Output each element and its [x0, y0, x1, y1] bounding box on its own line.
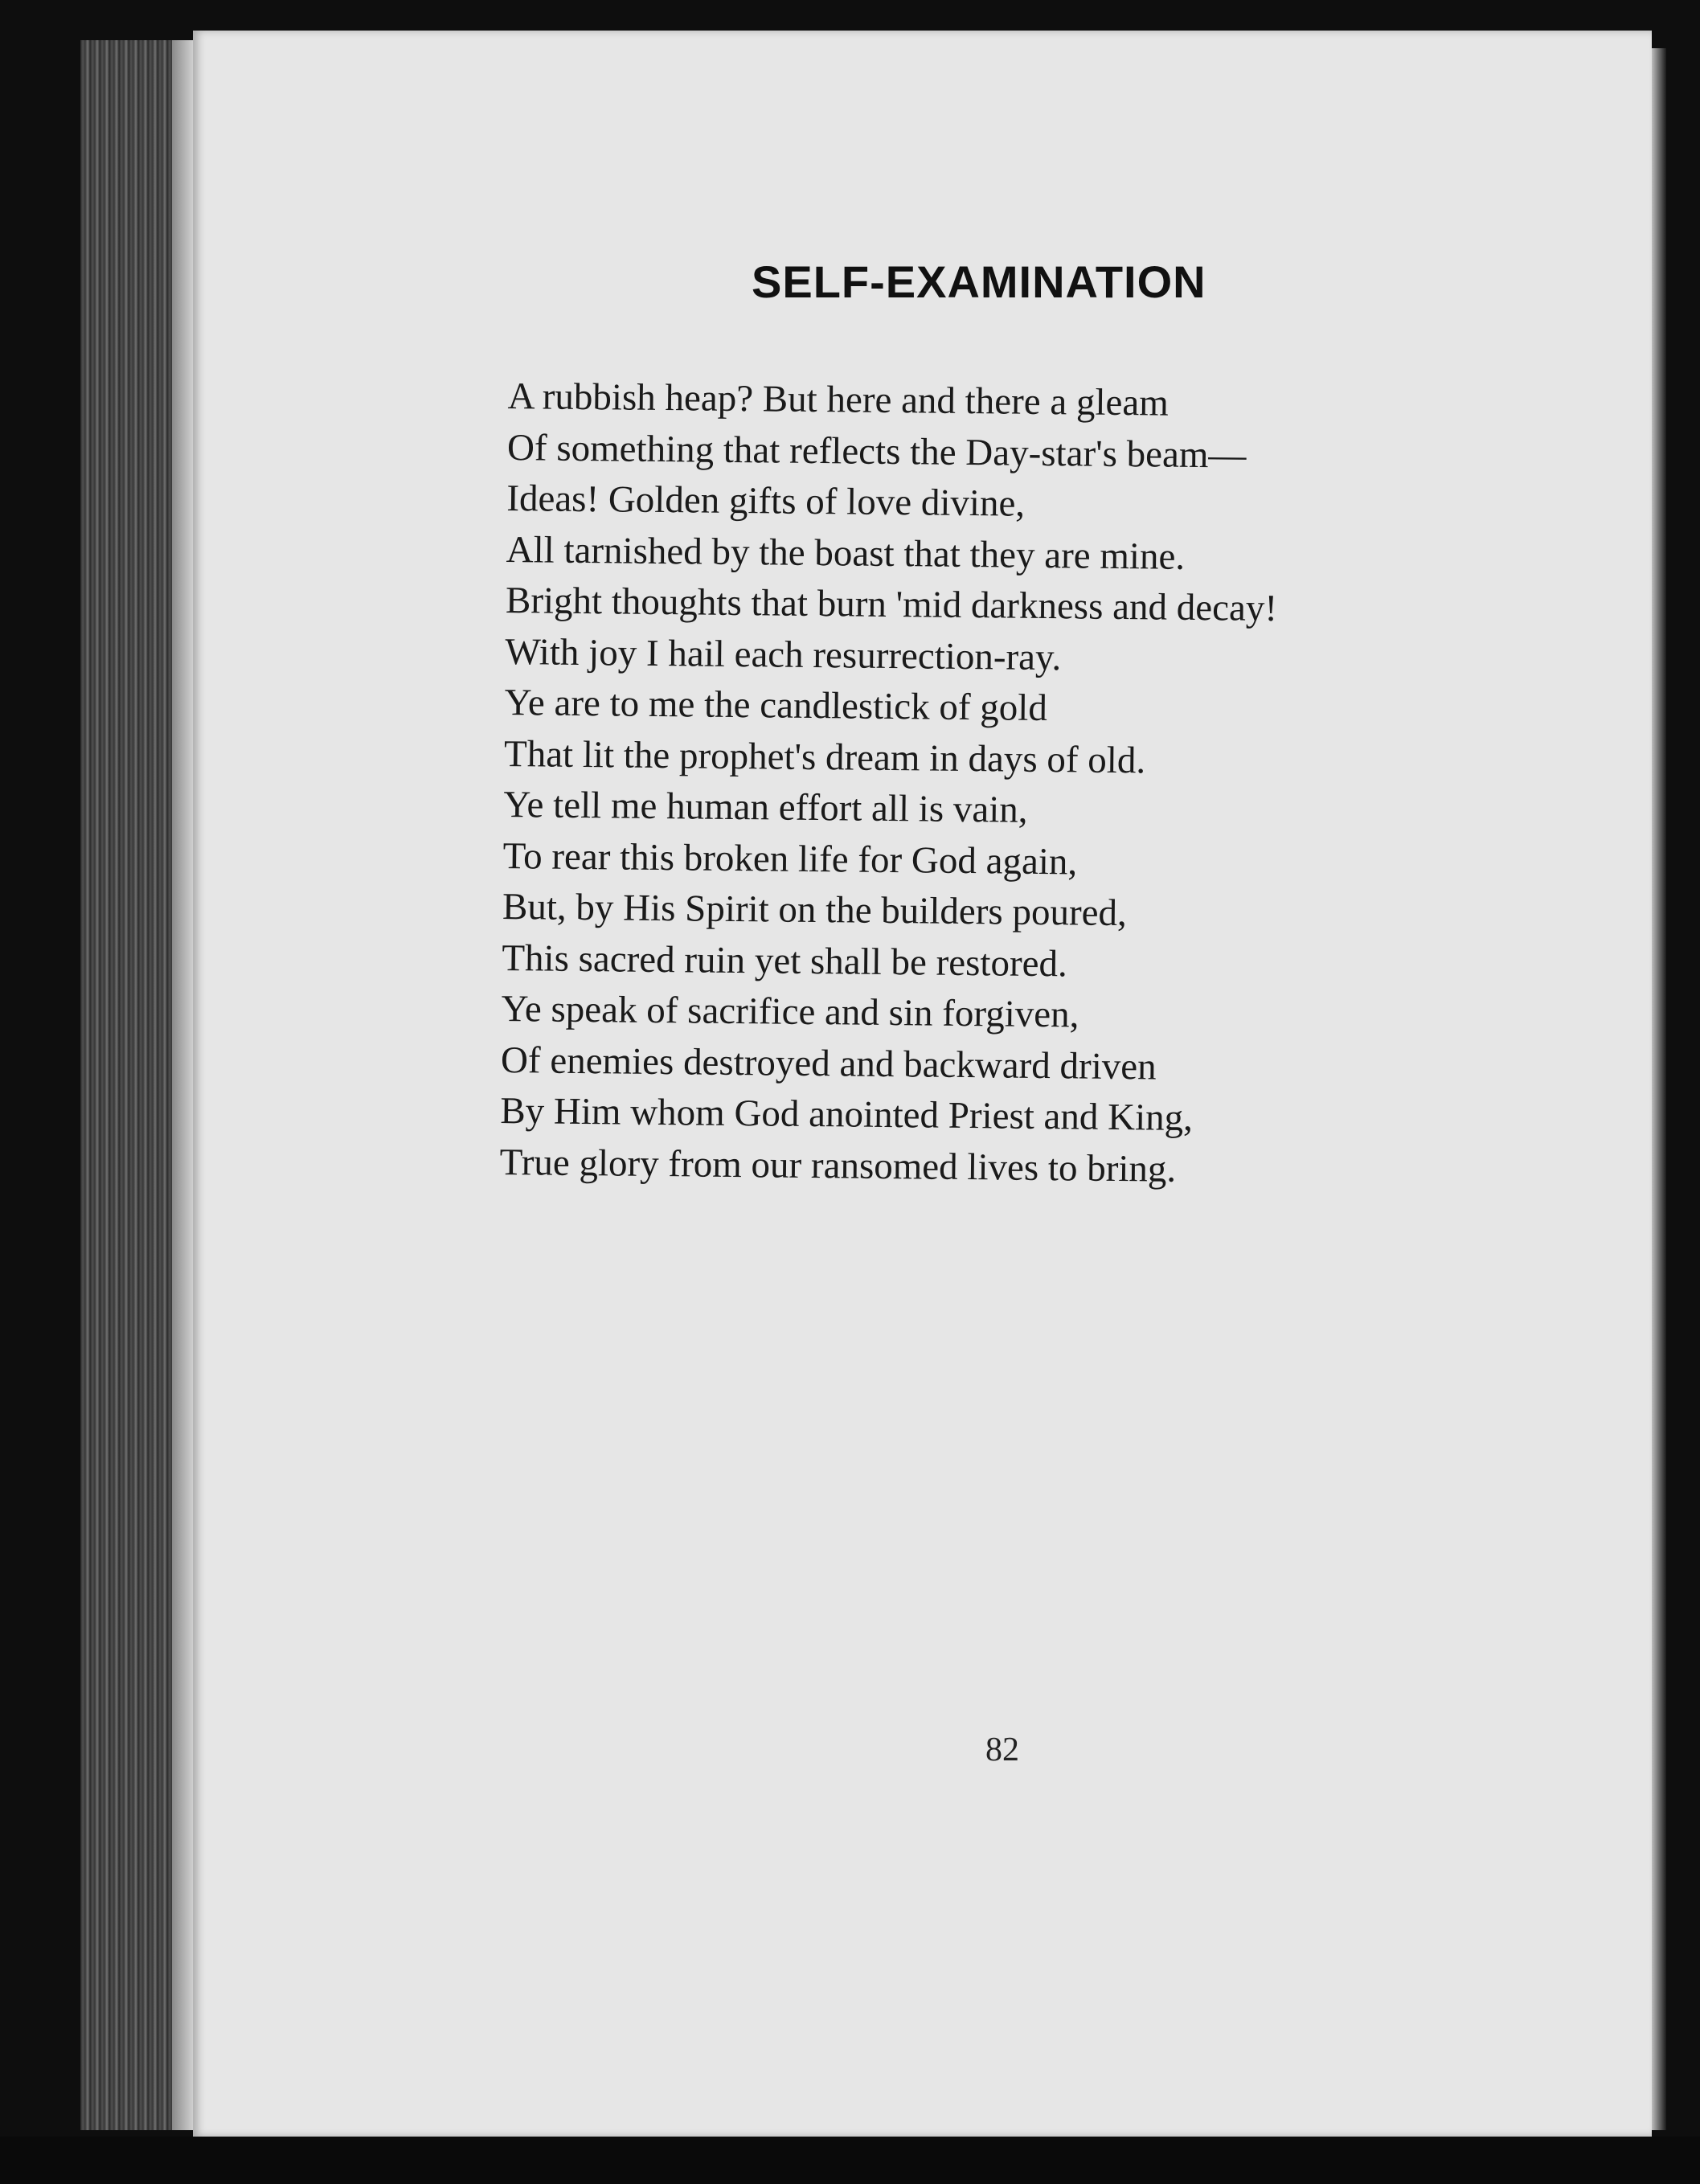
page-edge	[1652, 48, 1666, 2130]
poem-line: Ye speak of sacrifice and sin forgiven,	[501, 987, 1079, 1036]
spine-edge	[172, 40, 193, 2130]
poem-line: But, by His Spirit on the builders poured,	[502, 885, 1128, 935]
poem-body	[499, 371, 1280, 1196]
book-spine	[80, 40, 185, 2130]
poem-line: A rubbish heap? But here and there a gleam	[507, 375, 1170, 424]
poem-title: SELF-EXAMINATION	[752, 256, 1206, 307]
poem-line: Ye tell me human effort all is vain,	[503, 783, 1028, 831]
poem-line: Ye are to me the candlestick of gold	[504, 681, 1048, 730]
poem-line: This sacred ruin yet shall be restored.	[502, 936, 1068, 985]
poem-line: Bright thoughts that burn 'mid darkness and decay!	[505, 579, 1278, 630]
scan-border	[0, 2137, 1700, 2184]
poem-line: Of something that reflects the Day-star's beam—	[506, 426, 1247, 477]
poem-line: That lit the prophet's dream in days of old.	[503, 732, 1146, 781]
poem-line: With joy I hail each resurrection-ray.	[505, 630, 1062, 678]
poem-line: All tarnished by the boast that they are mine.	[506, 528, 1186, 578]
poem-line: By Him whom God anointed Priest and King,	[500, 1089, 1194, 1139]
page-number: 82	[985, 1731, 1019, 1768]
poem-line: To rear this broken life for God again,	[502, 834, 1078, 883]
poem-line: Ideas! Golden gifts of love divine,	[506, 477, 1026, 525]
poem-line: Of enemies destroyed and backward driven	[500, 1039, 1157, 1088]
poem-line: True glory from our ransomed lives to bring.	[499, 1141, 1177, 1190]
